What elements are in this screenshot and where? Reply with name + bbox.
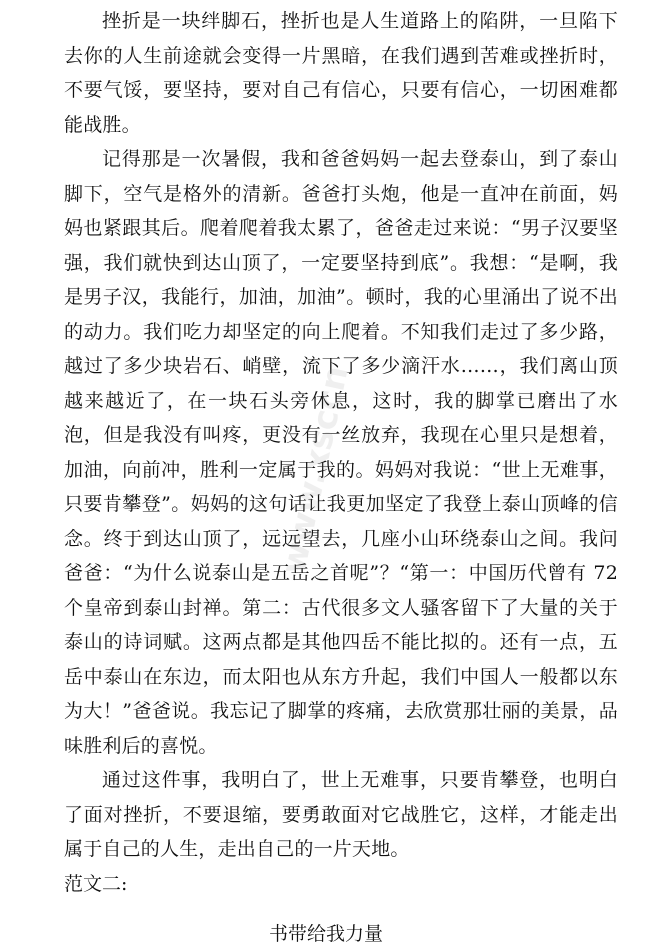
watermark-text: www.xsccn [273,362,357,578]
essay-title: 书带给我力量 [268,923,383,945]
paragraph-3: 通过这件事，我明白了，世上无难事，只要肯攀登，也明白了面对挫折，不要退缩，要勇敢面对它战胜它，这样，才能走出属于自己的人生，走出自己的一片天地。 [64,769,618,860]
paragraph-1: 挫折是一块绊脚石，挫折也是人生道路上的陷阱，一旦陷下去你的人生前途就会变得一片黑暗，在我们遇到苦难或挫折时，不要气馁，要坚持，要对自己有信心，只要有信心，一切困难都能战胜。 [64,10,618,136]
paragraph-2: 记得那是一次暑假，我和爸爸妈妈一起去登泰山，到了泰山脚下，空气是格外的清新。爸爸打头炮，他是一直冲在前面，妈妈也紧跟其后。爬着爬着我太累了，爸爸走过来说：“男子汉要坚强，我们就快到达山顶了，一定要坚持到底”。我想：“是啊，我是男子汉，我能行，加油，加油”。顿时，我的心里涌出了说不出的动力。我们吃力却坚定的向上爬着。不知我们走过了多少路，越过了多少块岩石、峭壁，流下了多少滴汗水……，我们离山顶越来越近了，在一块石头旁休息，这时，我的脚掌已磨出了水泡，但是我没有叫疼，更没有一丝放弃，我现在心里只是想着，加油，向前冲，胜利一定属于我的。妈妈对我说：“世上无难事，只要肯攀登”。妈妈的这句话让我更加坚定了我登上泰山顶峰的信念。终于到达山顶了，远远望去，几座小山环绕泰山之间。我问爸爸：“为什么说泰山是五岳之首呢”？“第一：中国历代曾有 72 个皇帝到泰山封禅。第二：古代很多文人骚客留下了大量的关于泰山的诗词赋。这两点都是其他四岳不能比拟的。还有一点，五岳中泰山在东边，而太阳也从东方升起，我们中国人一般都以东为大！”爸爸说。我忘记了脚掌的疼痛，去欣赏那壮丽的美景，品味胜利后的喜悦。 [64,148,618,757]
section-label: 范文二: [64,872,128,895]
